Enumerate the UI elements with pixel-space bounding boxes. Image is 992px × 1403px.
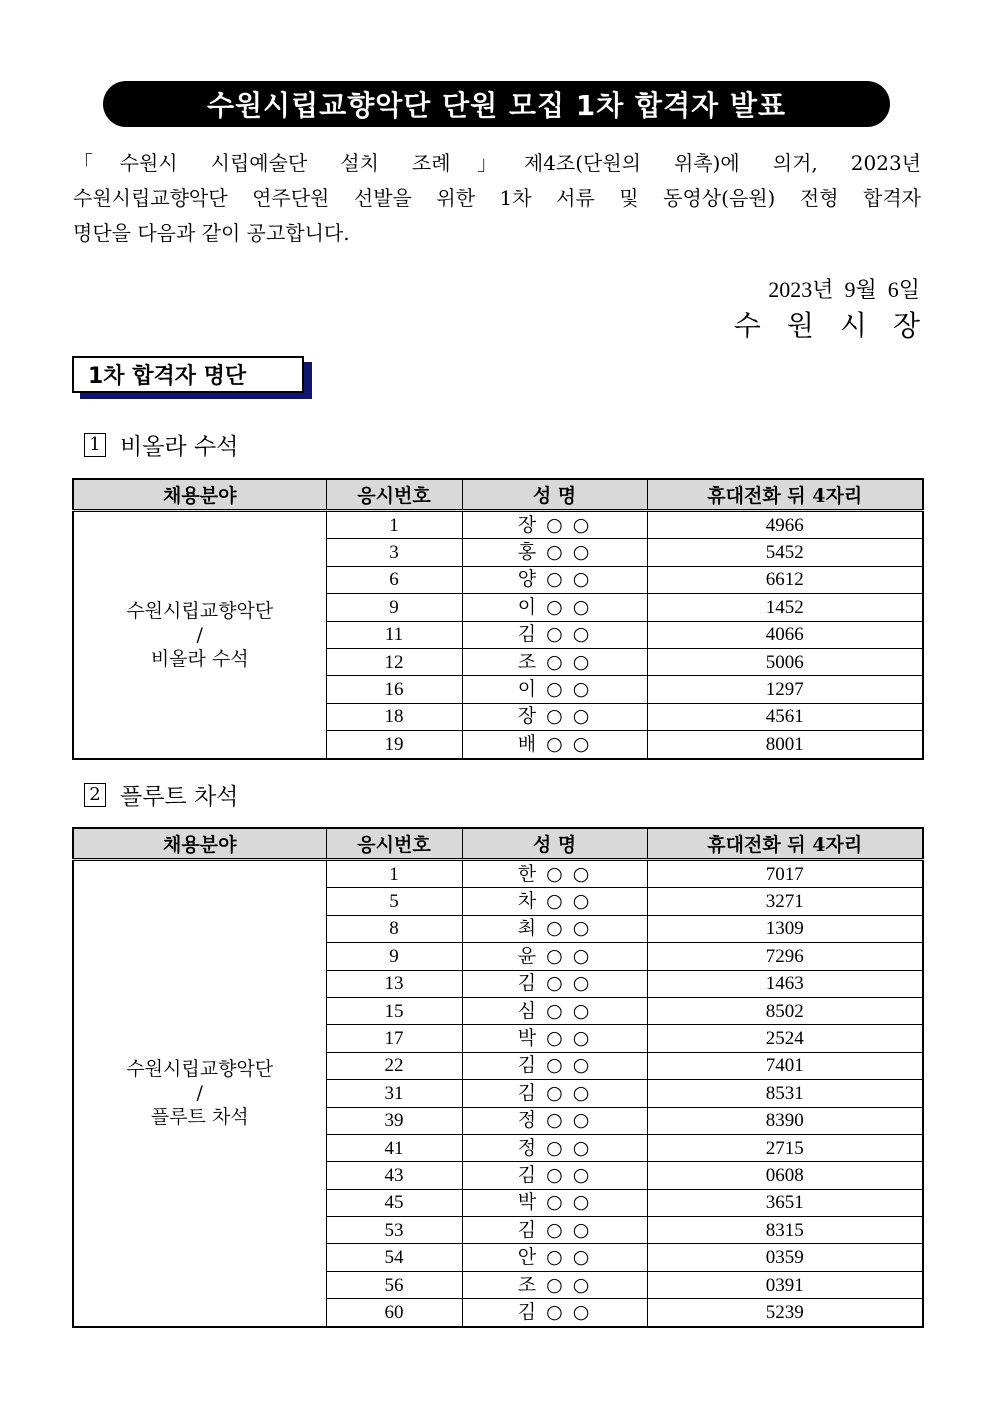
name-cell: 이 ○ ○ [462,676,647,703]
number-cell: 45 [326,1189,462,1216]
name-cell: 심 ○ ○ [462,997,647,1024]
header-name: 성 명 [462,828,647,860]
group-heading-label: 플루트 차석 [120,784,239,810]
phone-cell: 0608 [647,1162,923,1189]
header-phone: 휴대전화 뒤 4자리 [647,479,923,511]
intro-line: 수원시립교향악단 연주단원 선발을 위한 1차 서류 및 동영상(음원) 전형 합격자 [73,186,921,210]
name-cell: 배 ○ ○ [462,731,647,759]
table-header-row [73,828,923,860]
phone-cell: 7017 [647,860,923,888]
group-number: 2 [84,783,106,807]
number-cell: 9 [326,594,462,621]
intro-paragraph [73,146,921,251]
field-line: 플루트 차석 [150,1106,249,1129]
header-name: 성 명 [462,479,647,511]
name-cell: 김 ○ ○ [462,1217,647,1244]
name-cell: 안 ○ ○ [462,1244,647,1271]
number-cell: 15 [326,997,462,1024]
phone-cell: 5239 [647,1299,923,1327]
group-heading [84,778,238,811]
name-cell: 장 ○ ○ [462,703,647,730]
header-field: 채용분야 [73,828,326,860]
phone-cell: 8390 [647,1107,923,1134]
phone-cell: 2715 [647,1134,923,1161]
number-cell: 16 [326,676,462,703]
intro-line: 명단을 다음과 같이 공고합니다. [73,221,350,245]
field-line: 수원시립교향악단 [126,599,274,622]
phone-cell: 8531 [647,1080,923,1107]
name-cell: 김 ○ ○ [462,1080,647,1107]
field-cell [73,511,326,759]
phone-cell: 7296 [647,943,923,970]
number-cell: 8 [326,915,462,942]
table-row [73,511,923,539]
name-cell: 김 ○ ○ [462,1052,647,1079]
phone-cell: 8502 [647,997,923,1024]
roster-table [72,827,924,1328]
phone-cell: 2524 [647,1025,923,1052]
name-cell: 김 ○ ○ [462,621,647,648]
number-cell: 17 [326,1025,462,1052]
phone-cell: 8001 [647,731,923,759]
number-cell: 5 [326,888,462,915]
announcement-date: 2023년 9월 6일 [768,277,920,302]
number-cell: 43 [326,1162,462,1189]
phone-cell: 7401 [647,1052,923,1079]
phone-cell: 0359 [647,1244,923,1271]
name-cell: 홍 ○ ○ [462,539,647,566]
phone-cell: 1463 [647,970,923,997]
number-cell: 19 [326,731,462,759]
number-cell: 18 [326,703,462,730]
number-cell: 1 [326,860,462,888]
phone-cell: 3651 [647,1189,923,1216]
phone-cell: 0391 [647,1271,923,1298]
group-heading-label: 비올라 수석 [120,434,239,460]
header-number: 응시번호 [326,479,462,511]
header-number: 응시번호 [326,828,462,860]
name-cell: 김 ○ ○ [462,970,647,997]
field-line: / [196,623,203,646]
number-cell: 1 [326,511,462,539]
name-cell: 조 ○ ○ [462,648,647,675]
number-cell: 31 [326,1080,462,1107]
name-cell: 김 ○ ○ [462,1299,647,1327]
name-cell: 윤 ○ ○ [462,943,647,970]
number-cell: 13 [326,970,462,997]
name-cell: 최 ○ ○ [462,915,647,942]
table-row [73,860,923,888]
phone-cell: 8315 [647,1217,923,1244]
name-cell: 박 ○ ○ [462,1189,647,1216]
intro-line: 「수원시 시립예술단 설치 조례」제4조(단원의 위촉)에 의거, 2023년 [73,151,921,175]
number-cell: 6 [326,566,462,593]
group-heading [84,428,238,461]
issuer: 수원시장 [733,309,946,342]
name-cell: 정 ○ ○ [462,1107,647,1134]
field-cell [73,860,326,1327]
name-cell: 양 ○ ○ [462,566,647,593]
name-cell: 이 ○ ○ [462,594,647,621]
table-header-row [73,479,923,511]
phone-cell: 3271 [647,888,923,915]
header-field: 채용분야 [73,479,326,511]
phone-cell: 4561 [647,703,923,730]
page-title: 수원시립교향악단 단원 모집 1차 합격자 발표 [103,81,890,127]
number-cell: 39 [326,1107,462,1134]
section-title: 1차 합격자 명단 [72,356,304,393]
name-cell: 장 ○ ○ [462,511,647,539]
number-cell: 54 [326,1244,462,1271]
name-cell: 조 ○ ○ [462,1271,647,1298]
phone-cell: 1452 [647,594,923,621]
phone-cell: 4066 [647,621,923,648]
number-cell: 22 [326,1052,462,1079]
field-line: 비올라 수석 [150,647,249,670]
group-number: 1 [84,433,106,457]
phone-cell: 4966 [647,511,923,539]
phone-cell: 1297 [647,676,923,703]
number-cell: 41 [326,1134,462,1161]
name-cell: 차 ○ ○ [462,888,647,915]
header-phone: 휴대전화 뒤 4자리 [647,828,923,860]
phone-cell: 5006 [647,648,923,675]
number-cell: 11 [326,621,462,648]
number-cell: 60 [326,1299,462,1327]
phone-cell: 1309 [647,915,923,942]
name-cell: 정 ○ ○ [462,1134,647,1161]
number-cell: 12 [326,648,462,675]
name-cell: 박 ○ ○ [462,1025,647,1052]
phone-cell: 5452 [647,539,923,566]
phone-cell: 6612 [647,566,923,593]
field-line: / [196,1082,203,1105]
field-line: 수원시립교향악단 [126,1058,274,1081]
number-cell: 53 [326,1217,462,1244]
number-cell: 3 [326,539,462,566]
number-cell: 56 [326,1271,462,1298]
name-cell: 김 ○ ○ [462,1162,647,1189]
roster-table [72,478,924,760]
name-cell: 한 ○ ○ [462,860,647,888]
number-cell: 9 [326,943,462,970]
